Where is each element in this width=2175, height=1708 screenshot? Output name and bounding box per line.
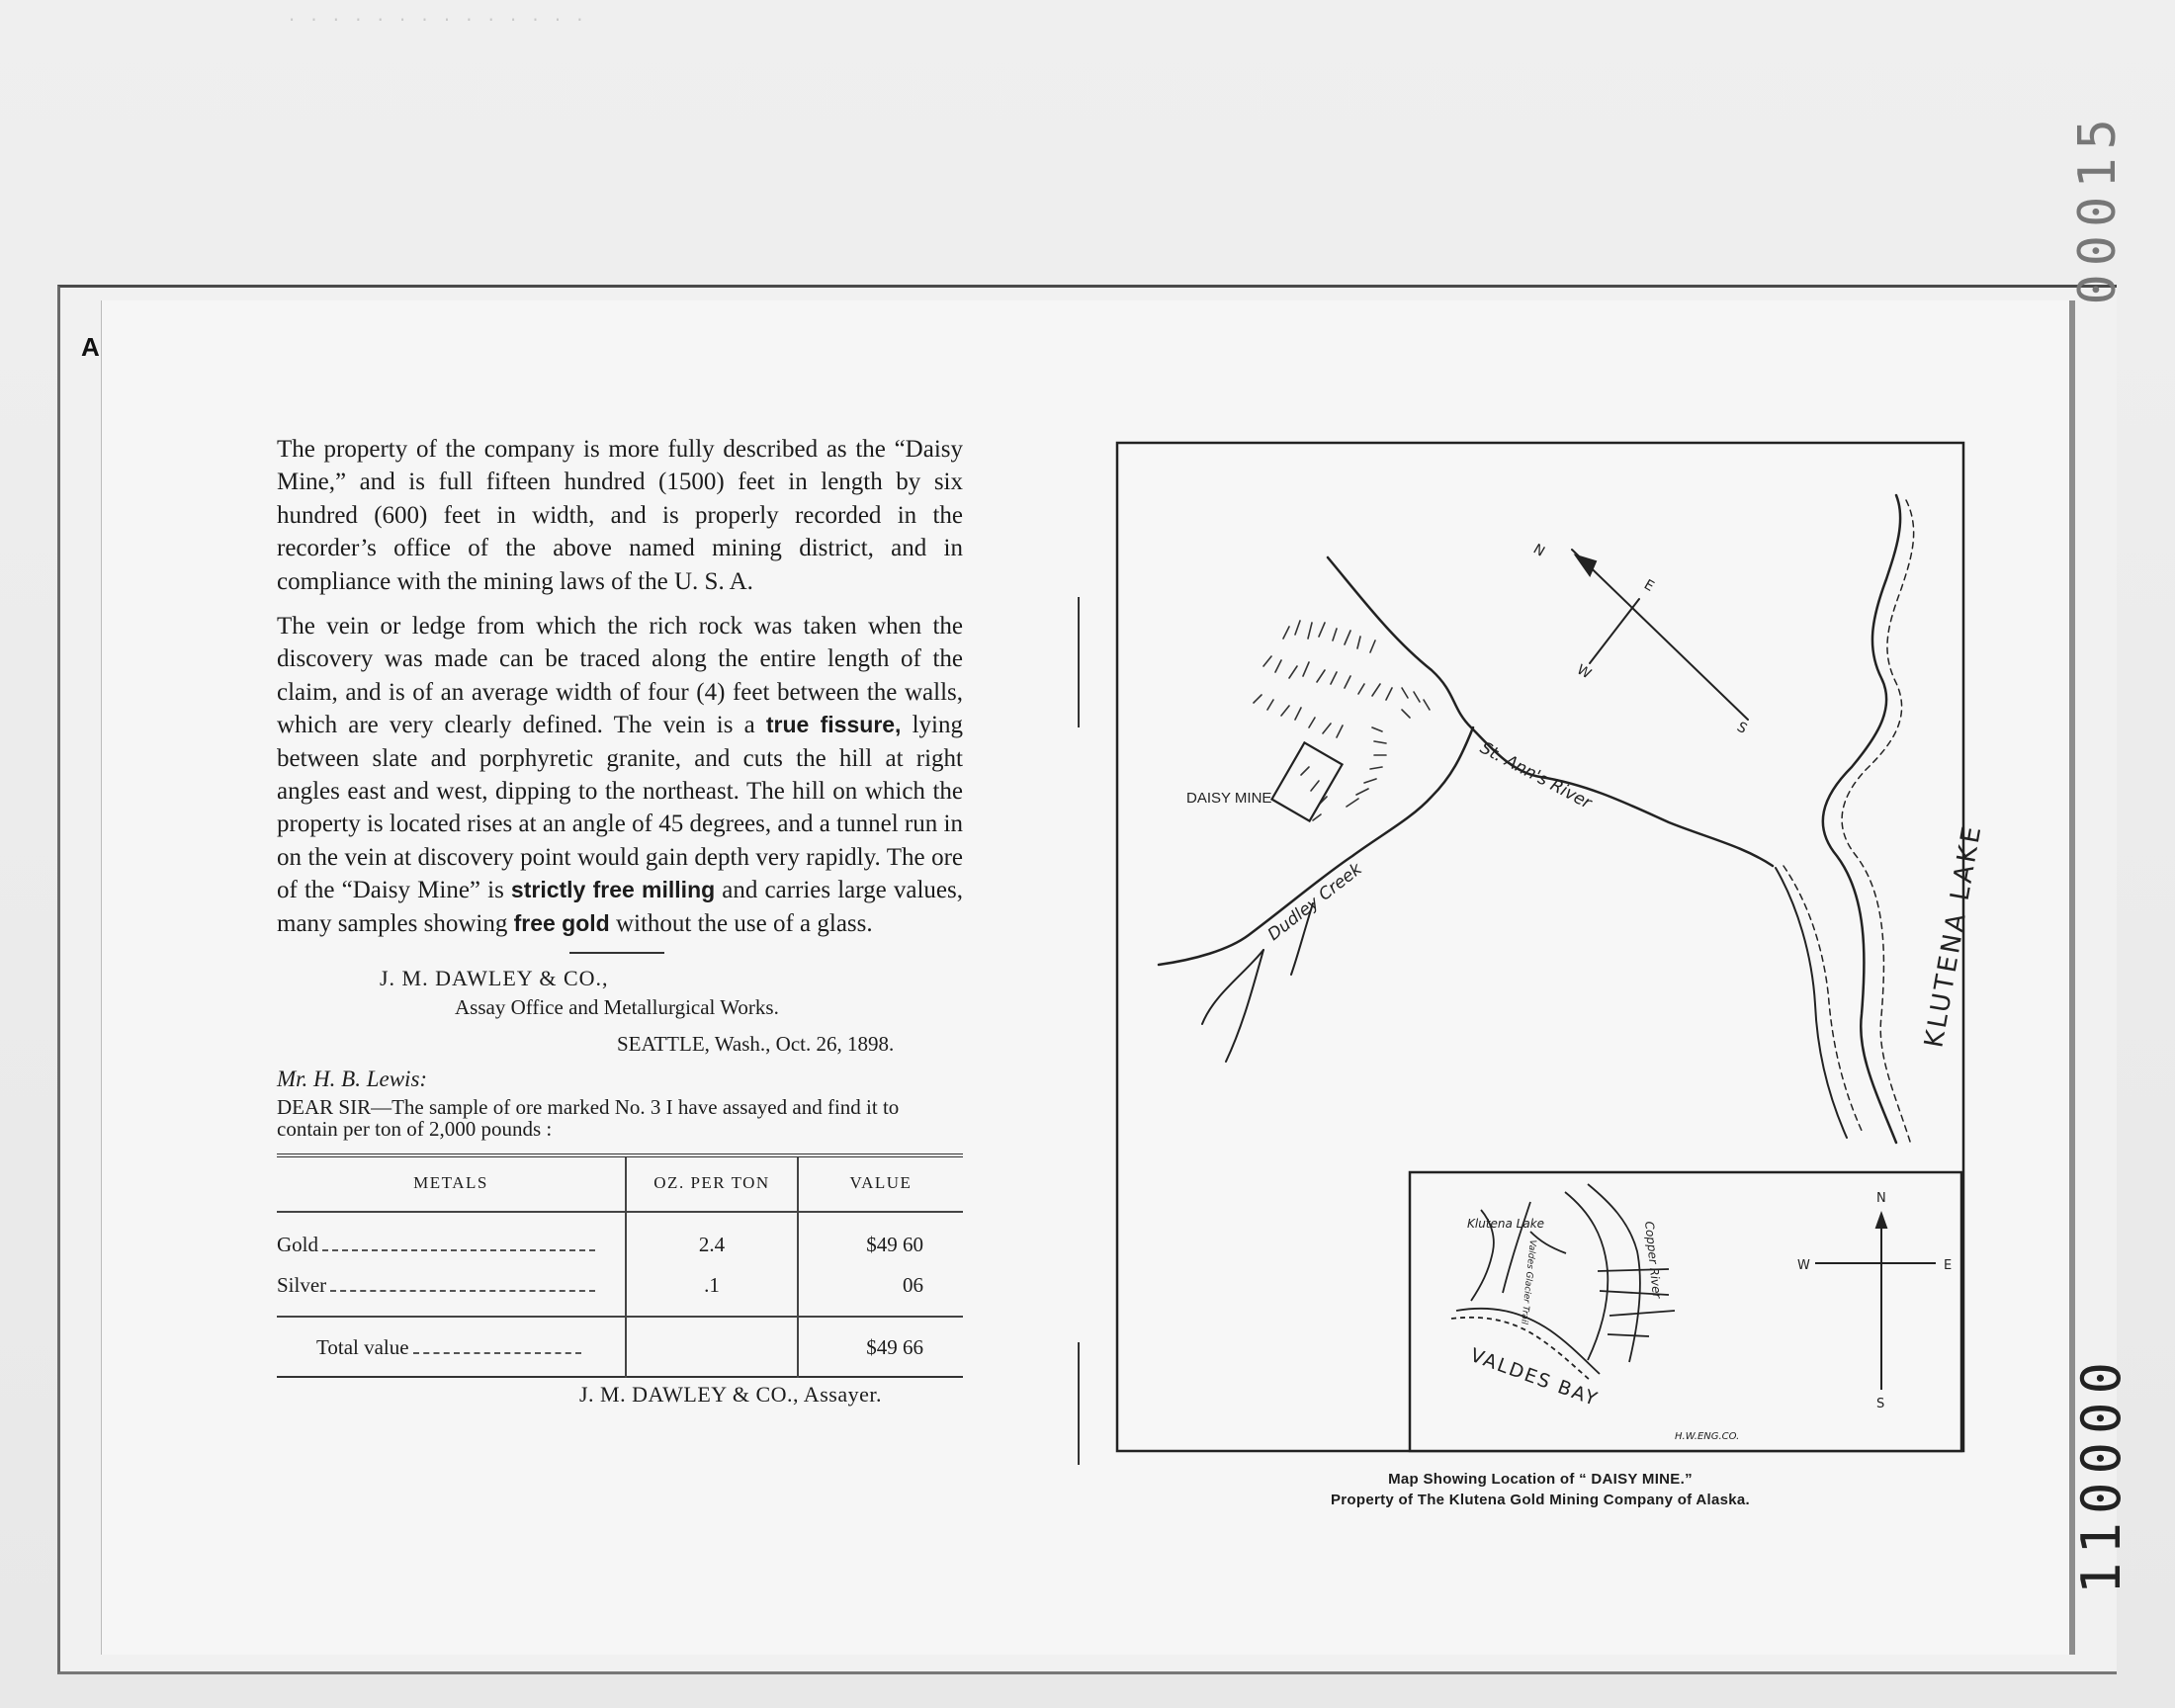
compass-label-e: E xyxy=(1641,576,1657,595)
inset-compass-label-s: S xyxy=(1876,1397,1885,1411)
daisy-mine-map xyxy=(1115,441,1988,1453)
cell-metal xyxy=(277,1265,626,1317)
corner-mark: A xyxy=(81,332,100,362)
p2-bold-free-gold: free gold xyxy=(513,909,610,936)
compass-label-s: S xyxy=(1734,719,1750,737)
header-oz-per-ton: OZ. PER TON xyxy=(626,1155,798,1212)
inset-compass-label-n: N xyxy=(1876,1191,1886,1206)
p2-text-a: The vein or ledge from which the rich rock was taken when the discovery was made can be traced along the entire length of the claim, and is of an average width of four (4) feet between the walls, which are very clearly defined. The vein is a xyxy=(277,613,963,739)
cell-total-label xyxy=(277,1317,626,1377)
caption-line-1: Map Showing Location of “ DAISY MINE.” xyxy=(1388,1471,1693,1488)
bleed-through-text: . . . . . . . . . . . . . . xyxy=(287,8,586,27)
p2-bold-true-fissure: true fissure, xyxy=(765,712,902,738)
compass-label-n: N xyxy=(1530,541,1548,560)
inset-compass-label-e: E xyxy=(1944,1258,1953,1273)
cell-total-oz xyxy=(626,1317,798,1377)
cell-total-value: $49 66 xyxy=(798,1317,963,1377)
letter-text: —The sample of ore marked No. 3 I have assayed and find it to contain per ton of 2,000 pounds : xyxy=(277,1095,900,1142)
section-divider xyxy=(569,952,664,954)
inset-label-trail: Valdes Glacier Trail xyxy=(1519,1238,1537,1325)
assay-firm-name: J. M. DAWLEY & CO., xyxy=(380,966,609,991)
inset-compass-label-w: W xyxy=(1797,1258,1810,1273)
paragraph-1: The property of the company is more fully described as the “Daisy Mine,” and is full fifteen hundred (1500) feet in length by six hundred (600) feet in width, and is properly recorded in the recorder’s office of the above named mining district, and in compliance with the mining laws of the U. S. A. xyxy=(277,436,963,595)
letter-body xyxy=(277,1096,963,1140)
cell-oz: .1 xyxy=(626,1265,798,1317)
dot-leader xyxy=(413,1344,581,1354)
inset-map xyxy=(1410,1172,1961,1451)
table-row-total xyxy=(277,1317,963,1377)
p2-bold-free-milling: strictly free milling xyxy=(510,877,716,903)
assay-table-header xyxy=(277,1155,963,1212)
stamp-bottom: 110000 xyxy=(2070,1354,2132,1595)
inset-label-engraver: H.W.ENG.CO. xyxy=(1675,1431,1740,1442)
cell-metal xyxy=(277,1212,626,1265)
inset-label-klutena-lake: Klutena Lake xyxy=(1467,1217,1545,1231)
assay-table xyxy=(277,1153,963,1378)
label-klutena-lake: KLUTENA LAKE xyxy=(1919,821,1988,1051)
cell-oz: 2.4 xyxy=(626,1212,798,1265)
caption-line-2: Property of The Klutena Gold Mining Company of Alaska. xyxy=(1330,1492,1750,1508)
p2-text-b: lying between slate and porphyretic granite, and cuts the hill at right angles east and west, dipping to the northeast. The hill on which the property is located rises at an angle of 45 degrees, and a tunnel run in on the vein at discovery point would gain depth very rapidly. The ore of the “Daisy Mine” is xyxy=(277,712,963,904)
p2-text-d: without the use of a glass. xyxy=(609,909,873,937)
label-dudley-creek: Dudley Creek xyxy=(1263,859,1366,945)
compass-label-w: W xyxy=(1574,661,1594,683)
header-metals: METALS xyxy=(277,1155,626,1212)
dot-leader xyxy=(330,1282,595,1292)
label-st-anns-river: St. Ann's River xyxy=(1476,737,1595,813)
dateline-rest: , Wash., Oct. 26, 1898. xyxy=(704,1032,895,1057)
margin-bracket xyxy=(1078,597,1084,727)
assay-office-name: Assay Office and Metallurgical Works. xyxy=(455,995,779,1020)
salutation: Mr. H. B. Lewis: xyxy=(277,1067,428,1092)
letter-greeting: DEAR SIR xyxy=(277,1095,372,1120)
label-daisy-mine: DAISY MINE xyxy=(1186,790,1272,807)
inset-label-valdes-bay: VALDES BAY xyxy=(1467,1344,1602,1411)
inset-label-copper-river: Copper River xyxy=(1642,1220,1665,1300)
dot-leader xyxy=(322,1241,595,1251)
table-row xyxy=(277,1212,963,1265)
header-value: VALUE xyxy=(798,1155,963,1212)
margin-bracket xyxy=(1078,1342,1084,1465)
total-label: Total value xyxy=(316,1335,409,1360)
p2-text-c: and carries large values, many samples showing xyxy=(277,877,963,937)
text-column xyxy=(277,433,963,1408)
cell-value: 06 xyxy=(903,1273,923,1298)
dateline xyxy=(617,1032,963,1057)
map-caption xyxy=(1115,1469,1965,1510)
metal-gold: Gold xyxy=(277,1233,318,1257)
cell-value: $49 60 xyxy=(866,1233,923,1257)
table-row xyxy=(277,1265,963,1317)
paragraph-2 xyxy=(277,610,963,940)
metal-silver: Silver xyxy=(277,1273,327,1298)
stamp-top: 00015 xyxy=(2068,111,2128,305)
assayer-signature: J. M. DAWLEY & CO., Assayer. xyxy=(579,1382,882,1408)
dateline-city: SEATTLE xyxy=(617,1032,705,1057)
